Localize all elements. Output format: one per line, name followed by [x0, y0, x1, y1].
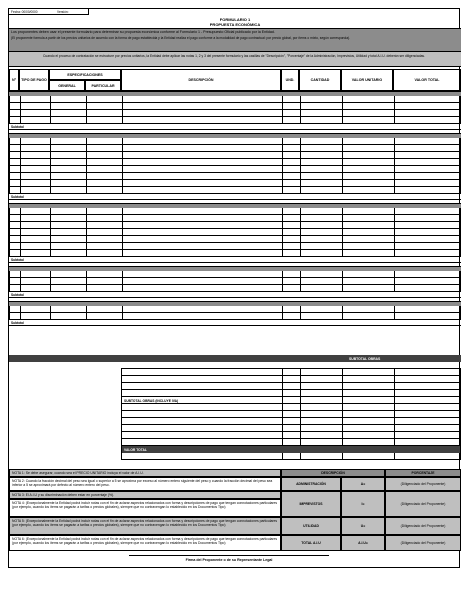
header-no: Nº — [9, 69, 19, 91]
note-5: NOTA 5: (Excepcionalmente la Entidad podrá incluir notas con el fin de aclarar aspectos relacionados con forma y descripciones de pago que tengan connotaciones particulares (por ejemplo, cuando los ítems se pagarán a tarifas o precios globales), siempre que no contravengan lo establecido en los Documentos Tipo) — [9, 517, 281, 535]
notes-block — [9, 469, 461, 551]
date-field: Fecha: 00/00/0000 — [11, 10, 38, 14]
subtotal-obras-incluye-label: SUBTOTAL OBRAS (INCLUYE IVA) — [124, 398, 179, 403]
aiu-row-code: I= — [341, 491, 385, 517]
aiu-row-name: ADMINISTRACIÓN — [281, 477, 341, 491]
section-subtotal-label: Subtotal — [11, 125, 24, 129]
aiu-row-name: UTILIDAD — [281, 517, 341, 535]
subtotal-obras-bar — [9, 355, 461, 362]
table-row — [9, 229, 461, 236]
section-subtotal-row — [9, 292, 461, 298]
header-valor-unitario: VALOR UNITARIO — [341, 69, 393, 91]
table-body — [9, 91, 461, 371]
aiu-header-porcentaje: PORCENTAJE — [385, 469, 461, 477]
table-row — [9, 180, 461, 187]
header-particular: PARTICULAR — [85, 80, 121, 91]
note-6: NOTA 6: (Excepcionalmente la Entidad podrá incluir notas con el fin de aclarar aspectos relacionados con forma y descripciones de pago que tengan connotaciones particulares (por ejemplo, cuando los ítems se pagarán a tarifas o precios globales), siempre que no contravengan lo establecido en los Documentos Tipo) — [9, 535, 281, 551]
aiu-row-code: A.I.U= — [341, 535, 385, 551]
form-title: FORMULARIO 1 — [219, 17, 251, 22]
aiu-row-value[interactable]: (Diligenciado del Proponente) — [385, 491, 461, 517]
aiu-header-descripcion: DESCRIPCIÓN — [281, 469, 385, 477]
aiu-row-name: TOTAL A.I.U — [281, 535, 341, 551]
table-row — [9, 152, 461, 159]
table-row — [9, 138, 461, 145]
instruction-line-2: (El proponente formula a partir de los precios unitarios de acuerdo con la forma de pago establecida y la Entidad realiza el pago conforme a la modalidad de pago contractual: por precio global, por ítems o mixto, según corresponda). — [11, 36, 351, 40]
subtotal-obras-label: SUBTOTAL OBRAS — [349, 356, 381, 361]
aiu-row-value[interactable]: (Diligenciado del Proponente) — [385, 535, 461, 551]
instructions-block — [9, 28, 461, 52]
table-row — [9, 166, 461, 173]
table-row — [9, 278, 461, 285]
section-subtotal-row — [9, 124, 461, 130]
note-2: NOTA 2: Cuando la fracción decimal del peso sea igual o superior a 5 se aproxima por exceso al número entero siguiente del peso y cuando la fracción decimal del peso sea inferior a 5 se aproximará por defecto al número entero del peso. — [9, 477, 281, 491]
header-unidad: UND. — [281, 69, 299, 91]
instructions-block-2 — [9, 52, 461, 67]
version-field: Versión: — [57, 10, 69, 14]
table-row — [9, 145, 461, 152]
table-row — [9, 187, 461, 194]
table-row — [9, 110, 461, 117]
aiu-row-value[interactable]: (Diligenciado del Proponente) — [385, 517, 461, 535]
signature-label: Firma del Proponente o de su Representante Legal — [185, 558, 273, 562]
table-row — [9, 117, 461, 124]
section-subtotal-row — [9, 257, 461, 263]
table-row — [9, 313, 461, 320]
table-header — [9, 69, 461, 91]
aiu-row-name: IMPREVISTOS — [281, 491, 341, 517]
table-row — [9, 103, 461, 110]
signature-line — [129, 555, 329, 556]
section-subtotal-label: Subtotal — [11, 321, 24, 325]
aiu-row-code: A= — [341, 477, 385, 491]
note-1: NOTA 1: Se debe asegurar, cuando sea el PRECIO UNITARIO incluya el valor de A.I.U. — [9, 469, 281, 477]
table-row — [9, 215, 461, 222]
table-row — [9, 159, 461, 166]
top-field-row — [9, 9, 89, 15]
table-row — [9, 173, 461, 180]
form-subtitle: PROPUESTA ECONÓMICA — [209, 22, 261, 27]
section-subtotal-label: Subtotal — [11, 195, 24, 199]
table-row — [9, 96, 461, 103]
header-descripcion: DESCRIPCIÓN — [121, 69, 281, 91]
section-subtotal-label: Subtotal — [11, 293, 24, 297]
aiu-row-value[interactable]: (Diligenciado del Proponente) — [385, 477, 461, 491]
table-row — [9, 250, 461, 257]
header-especificaciones: ESPECIFICACIONES — [49, 69, 121, 80]
instruction-line-1: Los proponentes deben usar el presente formulario para determinar su propuesta económica conforme al Formulario 1 - Presupuesto Oficial publicado por la Entidad. — [11, 30, 275, 34]
section-subtotal-row — [9, 320, 461, 326]
table-row — [9, 306, 461, 313]
header-tipo-pago: TIPO DE PAGO — [19, 69, 49, 91]
note-4: NOTA 4: (Excepcionalmente la Entidad podrá incluir notas con el fin de aclarar aspectos relacionados con forma y descripciones de pago que tengan connotaciones particulares (por ejemplo, cuando los ítems se pagarán a tarifas o precios globales), siempre que no contravengan lo establecido en los Documentos Tipo) — [9, 499, 281, 517]
instruction-line-3: Cuando el proceso de contratación se estructure por precios unitarios, la Entidad debe aplicar las notas 1, 2 y 3 del presente formulario y las casillas de "Descripción", "Porcentaje" de la Administración, Imprevistos, Utilidad y total A.I.U. deberán ser diligenciadas. — [42, 54, 425, 58]
aiu-row-code: U= — [341, 517, 385, 535]
table-row — [9, 236, 461, 243]
valor-total-bar — [122, 446, 460, 453]
header-general: GENERAL — [49, 80, 85, 91]
table-row — [9, 285, 461, 292]
table-row — [9, 243, 461, 250]
form-sheet — [8, 8, 460, 568]
header-valor-total: VALOR TOTAL — [393, 69, 461, 91]
table-row — [9, 222, 461, 229]
section-subtotal-label: Subtotal — [11, 258, 24, 262]
section-subtotal-row — [9, 194, 461, 200]
table-row — [9, 271, 461, 278]
header-cantidad: CANTIDAD — [299, 69, 341, 91]
summary-block — [121, 368, 461, 460]
note-3: NOTA 3: El A.I.U y su discriminación deben estar en porcentaje (%). — [9, 491, 281, 499]
valor-total-label: VALOR TOTAL — [124, 447, 147, 452]
table-row — [9, 208, 461, 215]
